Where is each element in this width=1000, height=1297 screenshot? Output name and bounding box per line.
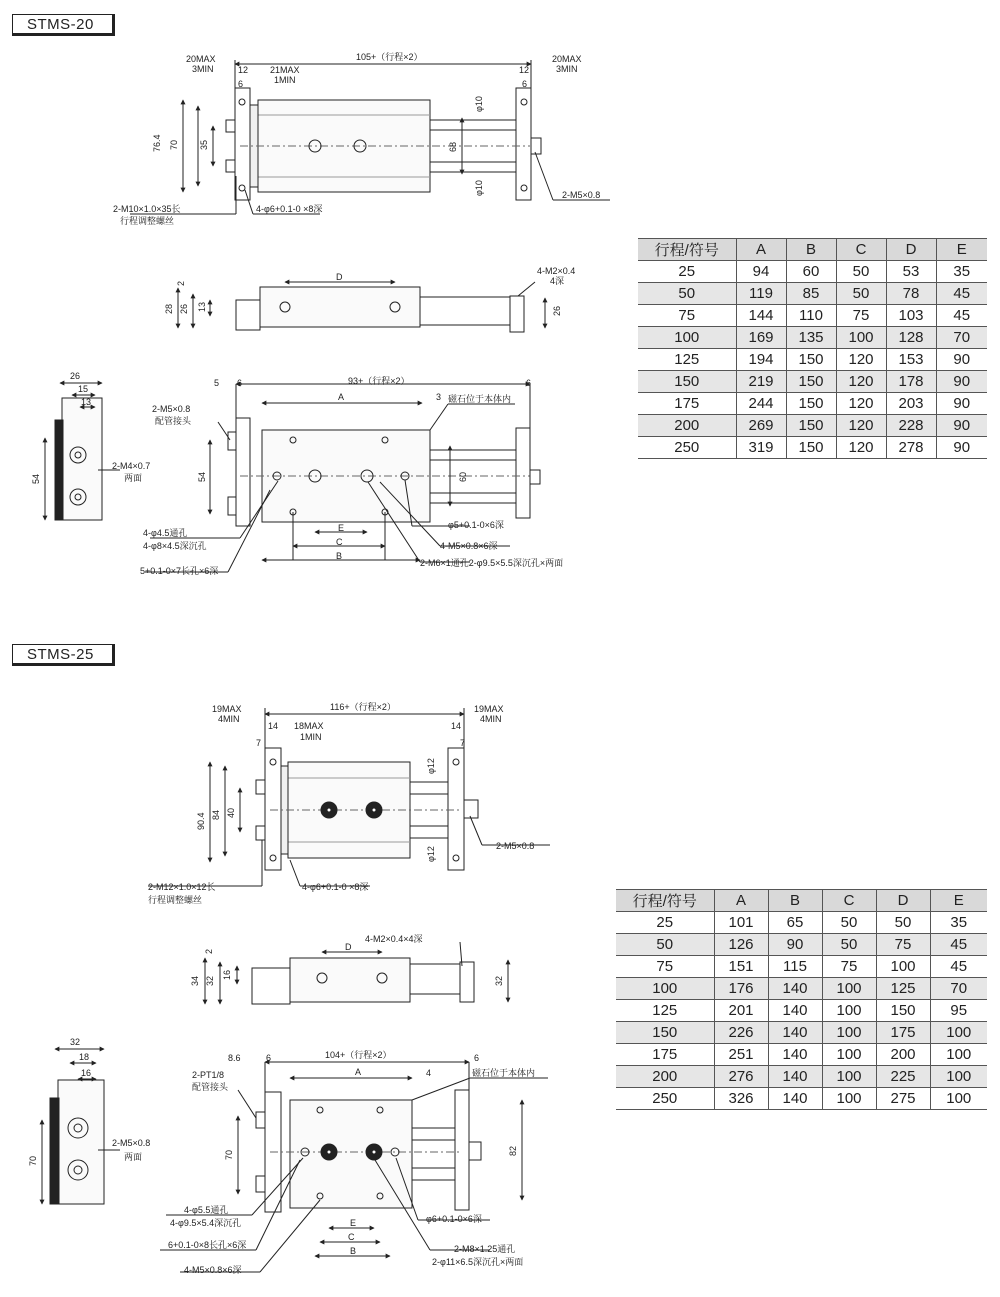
table-cell: 219 [736, 371, 786, 393]
table-cell: 140 [768, 1066, 822, 1088]
note-label: 两面 [124, 473, 143, 483]
table-cell: 175 [876, 1022, 930, 1044]
table-header: C [836, 239, 886, 261]
note-label: 4-φ5.5通孔 [184, 1205, 229, 1215]
note-label: 2-M6×1通孔2-φ9.5×5.5深沉孔×两面 [420, 558, 564, 568]
table-cell: 75 [836, 305, 886, 327]
dim-label: 90.4 [196, 812, 206, 830]
table-header: A [736, 239, 786, 261]
table-row [616, 1088, 987, 1110]
table-cell: 153 [886, 349, 936, 371]
note-label: 4-M2×0.4×4深 [365, 934, 423, 944]
dim-label: 1MIN [274, 75, 296, 85]
table-cell: 250 [616, 1088, 714, 1110]
table-cell: 120 [836, 371, 886, 393]
table-cell: 276 [714, 1066, 768, 1088]
table-cell: 75 [616, 956, 714, 978]
dim-label: 6 [474, 1053, 480, 1063]
dim-label: 14 [268, 721, 279, 731]
table-cell: 50 [638, 283, 736, 305]
table-header: B [786, 239, 836, 261]
table-cell: 100 [638, 327, 736, 349]
dim-label: 54 [197, 471, 207, 482]
table-cell: 150 [876, 1000, 930, 1022]
table-cell: 100 [616, 978, 714, 1000]
note-label: 2-M5×0.8 [112, 1138, 151, 1148]
table-cell: 100 [930, 1088, 987, 1110]
dim-label: 14 [451, 721, 462, 731]
table-cell: 275 [876, 1088, 930, 1110]
table-cell: 100 [822, 1066, 876, 1088]
table-cell: 75 [638, 305, 736, 327]
dim-label: 40 [226, 807, 236, 818]
dim-label: 1MIN [300, 732, 322, 742]
note-label: 磁石位于本体内 [472, 1068, 536, 1078]
table-cell: 100 [822, 978, 876, 1000]
note-label: 4-φ4.5通孔 [143, 528, 188, 538]
table-header: 行程/符号 [638, 239, 736, 261]
table-cell: 140 [768, 1000, 822, 1022]
stms25-side-view [205, 942, 508, 1004]
dim-label: 76.4 [152, 134, 162, 152]
table-cell: 326 [714, 1088, 768, 1110]
dim-label: 13 [197, 301, 207, 312]
table-row [616, 1044, 987, 1066]
table-row [638, 261, 987, 283]
table-cell: 119 [736, 283, 786, 305]
table-cell: 100 [836, 327, 886, 349]
table-cell: 100 [930, 1066, 987, 1088]
note-label: φ6+0.1-0×6深 [426, 1214, 482, 1224]
table-cell: 120 [836, 437, 886, 459]
note-label: 两面 [124, 1152, 143, 1162]
note-label: 2-M4×0.7 [112, 461, 151, 471]
table-row [616, 1000, 987, 1022]
table-cell: 70 [930, 978, 987, 1000]
table-row [638, 283, 987, 305]
table-cell: 35 [936, 261, 987, 283]
table-cell: 135 [786, 327, 836, 349]
note-label: 行程调整螺丝 [148, 895, 203, 905]
dim-label: 12 [519, 65, 530, 75]
table-cell: 150 [786, 393, 836, 415]
dim-label: 5 [214, 378, 220, 388]
table-cell: 50 [822, 912, 876, 934]
table-row [616, 978, 987, 1000]
table-cell: 140 [768, 1022, 822, 1044]
table-cell: 25 [616, 912, 714, 934]
table-cell: 100 [876, 956, 930, 978]
table-cell: 194 [736, 349, 786, 371]
table-cell: 120 [836, 393, 886, 415]
dim-label: 54 [31, 473, 41, 484]
dim-label: 7 [460, 738, 466, 748]
table-cell: 120 [836, 349, 886, 371]
table-cell: 319 [736, 437, 786, 459]
spec-table-stms20 [638, 238, 987, 459]
dim-label: 6 [237, 378, 243, 388]
table-cell: 45 [930, 956, 987, 978]
table-cell: 125 [638, 349, 736, 371]
dim-label: 20MAX [552, 54, 582, 64]
table-cell: 150 [616, 1022, 714, 1044]
dim-label: 32 [205, 975, 215, 986]
dim-label: φ10 [474, 180, 484, 196]
table-cell: 45 [936, 283, 987, 305]
table-cell: 176 [714, 978, 768, 1000]
table-row [638, 393, 987, 415]
table-cell: 178 [886, 371, 936, 393]
table-row [638, 437, 987, 459]
dim-label: 93+（行程×2） [348, 376, 410, 386]
dim-label: D [345, 942, 352, 952]
table-cell: 90 [936, 371, 987, 393]
table-cell: 251 [714, 1044, 768, 1066]
note-label: 4深 [550, 276, 565, 286]
table-header: D [886, 239, 936, 261]
table-cell: 269 [736, 415, 786, 437]
dim-label: 28 [164, 303, 174, 314]
table-cell: 90 [936, 415, 987, 437]
note-label: 4-φ6+0.1-0 ×8深 [302, 882, 369, 892]
table-cell: 226 [714, 1022, 768, 1044]
dim-label: 20MAX [186, 54, 216, 64]
table-cell: 100 [930, 1022, 987, 1044]
table-cell: 50 [616, 934, 714, 956]
dim-label: 105+（行程×2） [356, 52, 423, 62]
note-label: 2-M12×1.0×12长 [148, 882, 216, 892]
dim-label: 26 [552, 305, 562, 316]
dim-label: 26 [179, 303, 189, 314]
note-label: 4-φ6+0.1-0 ×8深 [256, 204, 323, 214]
dim-label: 8.6 [228, 1053, 241, 1063]
dim-label: 6 [266, 1053, 272, 1063]
table-cell: 53 [886, 261, 936, 283]
table-cell: 45 [930, 934, 987, 956]
dim-label: A [338, 392, 345, 402]
note-label: 4-φ9.5×5.4深沉孔 [170, 1218, 242, 1228]
dim-label: E [338, 523, 345, 533]
table-cell: 175 [616, 1044, 714, 1066]
table-header-row [616, 890, 987, 912]
dim-label: 3 [436, 392, 442, 402]
note-label: 4-M5×0.8×6深 [440, 541, 498, 551]
table-header-row [638, 239, 987, 261]
dim-label: 84 [211, 809, 221, 820]
dim-label: 18MAX [294, 721, 324, 731]
dim-label: 32 [494, 975, 504, 986]
dim-label: 3MIN [192, 64, 214, 74]
table-cell: 169 [736, 327, 786, 349]
table-cell: 85 [786, 283, 836, 305]
table-row [616, 1022, 987, 1044]
table-header: E [930, 890, 987, 912]
table-cell: 101 [714, 912, 768, 934]
stms20-side-view [178, 282, 545, 332]
dim-label: E [350, 1218, 357, 1228]
dim-label: 2 [204, 948, 214, 954]
dim-label: 60 [458, 471, 468, 482]
note-label: 行程调整螺丝 [120, 216, 175, 226]
dim-label: A [355, 1067, 362, 1077]
table-cell: 100 [822, 1088, 876, 1110]
table-cell: 25 [638, 261, 736, 283]
table-header: C [822, 890, 876, 912]
table-cell: 140 [768, 1088, 822, 1110]
model-label-stms20: STMS-20 [12, 14, 115, 36]
table-cell: 100 [822, 1044, 876, 1066]
table-cell: 200 [616, 1066, 714, 1088]
table-cell: 50 [836, 261, 886, 283]
note-label: 4-M5×0.8×6深 [184, 1265, 242, 1275]
dim-label: C [336, 537, 343, 547]
stms20-top-view [130, 60, 610, 214]
note-label: 2-PT1/8 [192, 1070, 225, 1080]
table-cell: 90 [936, 393, 987, 415]
table-cell: 200 [638, 415, 736, 437]
table-cell: 103 [886, 305, 936, 327]
table-header: E [936, 239, 987, 261]
dim-label: 7 [256, 738, 262, 748]
note-label: 2-M10×1.0×35长 [113, 204, 181, 214]
dim-label: φ12 [426, 758, 436, 774]
table-cell: 128 [886, 327, 936, 349]
dim-label: 13 [81, 397, 92, 407]
dim-label: 26 [70, 371, 81, 381]
table-header: D [876, 890, 930, 912]
dim-label: 4MIN [480, 714, 502, 724]
note-label: 2-M5×0.8 [496, 841, 535, 851]
table-cell: 65 [768, 912, 822, 934]
note-label: 磁石位于本体内 [448, 394, 512, 404]
table-cell: 250 [638, 437, 736, 459]
table-cell: 150 [786, 437, 836, 459]
dim-label: 68 [448, 141, 458, 152]
table-cell: 95 [930, 1000, 987, 1022]
note-label: 2-M5×0.8 [152, 404, 191, 414]
note-label: 4-M2×0.4 [537, 266, 576, 276]
table-header: 行程/符号 [616, 890, 714, 912]
table-header: A [714, 890, 768, 912]
table-cell: 75 [876, 934, 930, 956]
table-cell: 120 [836, 415, 886, 437]
table-row [616, 956, 987, 978]
table-cell: 150 [786, 415, 836, 437]
dim-label: 19MAX [474, 704, 504, 714]
dim-label: 34 [190, 975, 200, 986]
dim-label: 70 [169, 139, 179, 150]
dim-label: B [350, 1246, 357, 1256]
table-cell: 94 [736, 261, 786, 283]
model-label-stms25: STMS-25 [12, 644, 115, 666]
table-row [638, 415, 987, 437]
table-cell: 110 [786, 305, 836, 327]
table-cell: 35 [930, 912, 987, 934]
dim-label: 82 [508, 1145, 518, 1156]
table-cell: 100 [930, 1044, 987, 1066]
table-cell: 201 [714, 1000, 768, 1022]
dim-label: 15 [78, 384, 89, 394]
table-cell: 75 [822, 956, 876, 978]
table-cell: 278 [886, 437, 936, 459]
dim-label: 4 [426, 1068, 432, 1078]
table-cell: 50 [836, 283, 886, 305]
dim-label: 116+（行程×2） [330, 702, 396, 712]
dim-label: 19MAX [212, 704, 242, 714]
table-cell: 50 [876, 912, 930, 934]
table-cell: 90 [768, 934, 822, 956]
table-cell: 126 [714, 934, 768, 956]
dim-label: D [336, 272, 343, 282]
table-row [638, 327, 987, 349]
table-header: B [768, 890, 822, 912]
table-cell: 115 [768, 956, 822, 978]
table-cell: 125 [616, 1000, 714, 1022]
table-cell: 140 [768, 978, 822, 1000]
table-row [638, 305, 987, 327]
stms25-top-view [148, 708, 550, 886]
table-cell: 200 [876, 1044, 930, 1066]
table-cell: 100 [822, 1000, 876, 1022]
dim-label: B [336, 551, 343, 561]
dim-label: 18 [79, 1052, 90, 1062]
table-cell: 60 [786, 261, 836, 283]
dim-label: φ10 [474, 96, 484, 112]
table-row [616, 1066, 987, 1088]
table-cell: 203 [886, 393, 936, 415]
table-cell: 125 [876, 978, 930, 1000]
dim-label: 70 [28, 1155, 38, 1166]
dim-label: 104+（行程×2） [325, 1050, 392, 1060]
dim-label: φ12 [426, 846, 436, 862]
table-cell: 150 [786, 371, 836, 393]
dim-label: 21MAX [270, 65, 300, 75]
dim-label: 32 [70, 1037, 81, 1047]
table-cell: 150 [786, 349, 836, 371]
dim-label: 35 [199, 139, 209, 150]
table-cell: 225 [876, 1066, 930, 1088]
table-cell: 244 [736, 393, 786, 415]
dim-label: 70 [224, 1149, 234, 1160]
table-row [616, 934, 987, 956]
table-cell: 70 [936, 327, 987, 349]
dim-label: 4MIN [218, 714, 240, 724]
dim-label: 6 [522, 79, 528, 89]
note-label: 配管接头 [192, 1082, 229, 1092]
dim-label: C [348, 1232, 355, 1242]
dim-label: 16 [81, 1068, 92, 1078]
note-label: φ5+0.1-0×6深 [448, 520, 504, 530]
note-label: 5+0.1-0×7长孔×6深 [140, 566, 219, 576]
table-row [638, 371, 987, 393]
spec-table-stms25 [616, 889, 987, 1110]
table-cell: 228 [886, 415, 936, 437]
note-label: 2-M8×1.25通孔 [454, 1244, 516, 1254]
dim-label: 6 [238, 79, 244, 89]
table-cell: 90 [936, 437, 987, 459]
dim-label: 3MIN [556, 64, 578, 74]
note-label: 6+0.1-0×8长孔×6深 [168, 1240, 247, 1250]
table-cell: 150 [638, 371, 736, 393]
dim-label: 12 [238, 65, 249, 75]
note-label: 2-φ11×6.5深沉孔×两面 [432, 1257, 524, 1267]
table-cell: 151 [714, 956, 768, 978]
note-label: 配管接头 [155, 416, 192, 426]
note-label: 2-M5×0.8 [562, 190, 601, 200]
table-cell: 78 [886, 283, 936, 305]
table-row [616, 912, 987, 934]
dim-label: 6 [526, 378, 532, 388]
table-cell: 50 [822, 934, 876, 956]
table-cell: 45 [936, 305, 987, 327]
table-cell: 90 [936, 349, 987, 371]
dim-label: 16 [222, 969, 232, 980]
note-label: 4-φ8×4.5深沉孔 [143, 541, 207, 551]
table-cell: 144 [736, 305, 786, 327]
dim-label: 2 [176, 280, 186, 286]
table-cell: 140 [768, 1044, 822, 1066]
table-row [638, 349, 987, 371]
table-cell: 100 [822, 1022, 876, 1044]
table-cell: 175 [638, 393, 736, 415]
